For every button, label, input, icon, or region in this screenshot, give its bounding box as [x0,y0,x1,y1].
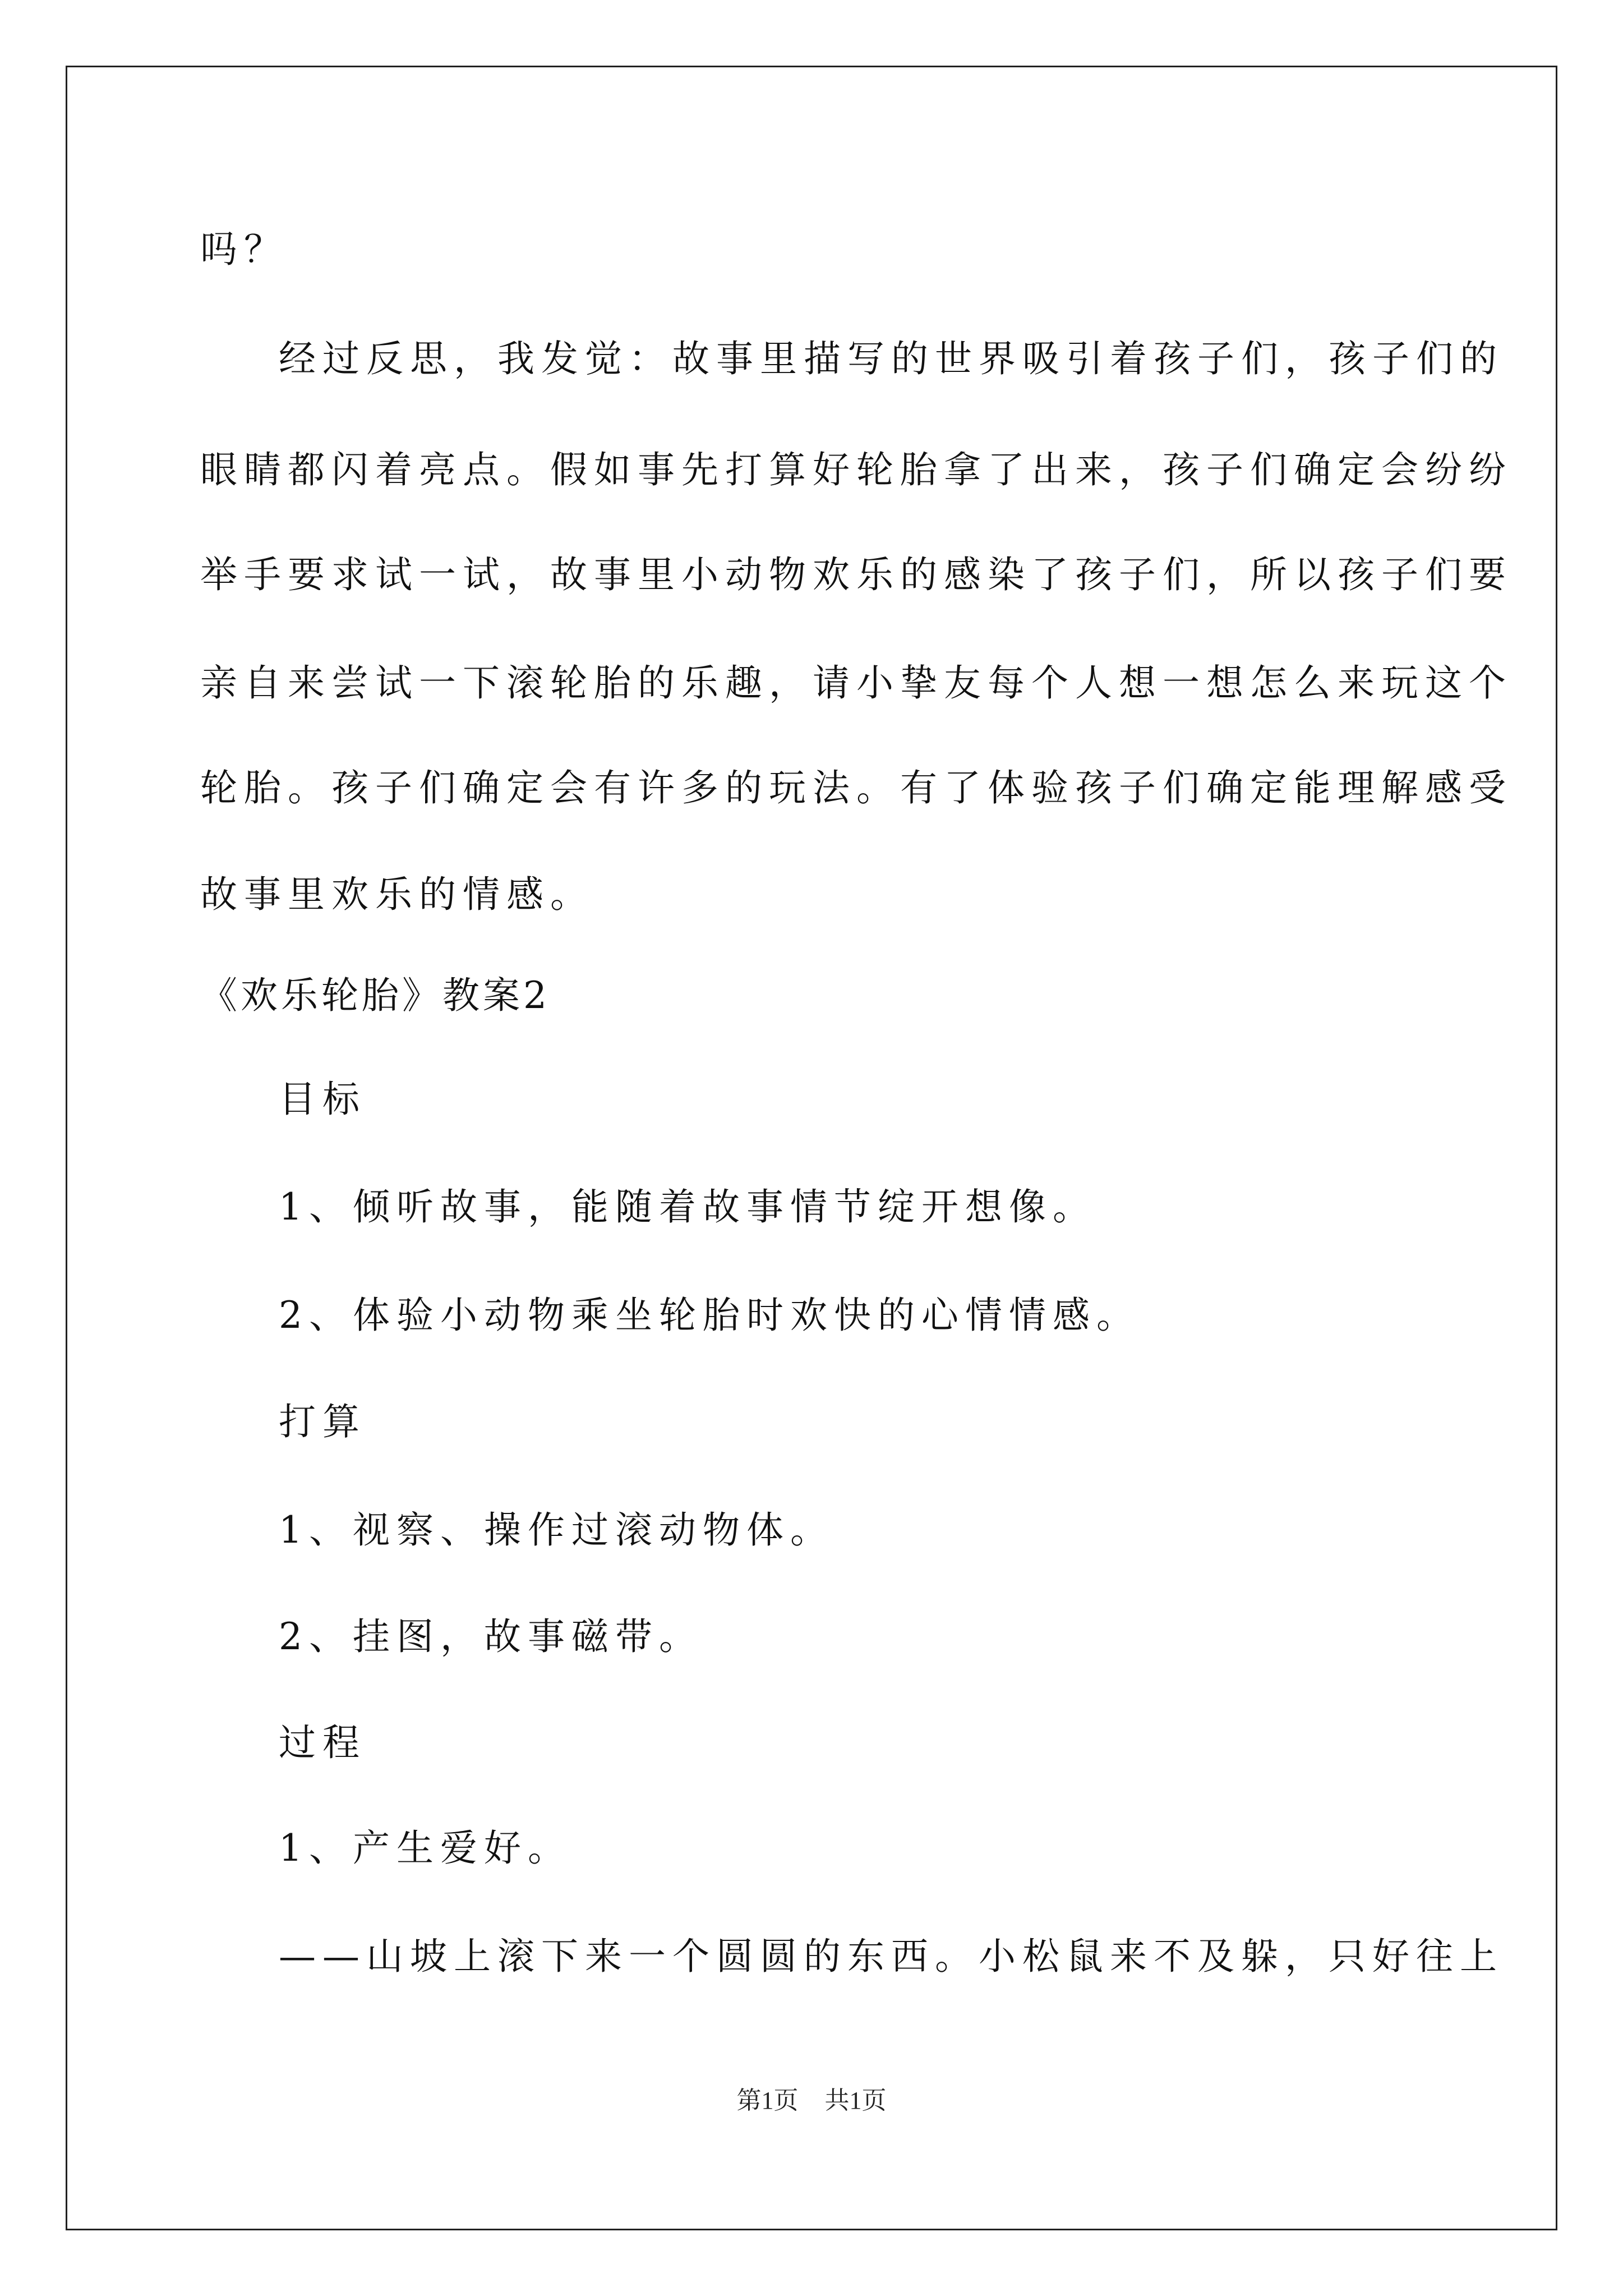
list-item: 1、倾听故事，能随着故事情节绽开想像。 [279,1185,1096,1228]
page-footer [0,2084,1623,2118]
paragraph-line: 经过反思，我发觉：故事里描写的世界吸引着孩子们，孩子们的 [279,337,1504,380]
section-heading: 《欢乐轮胎》教案2 [200,974,550,1017]
list-item: 2、体验小动物乘坐轮胎时欢快的心情情感。 [279,1294,1140,1337]
subheading-prep: 打算 [279,1400,366,1443]
list-item: 1、产生爱好。 [279,1826,571,1870]
list-item: 1、视察、操作过滚动物体。 [279,1508,834,1552]
page-total: 共1页 [824,2087,887,2114]
list-item: 2、挂图，故事磁带。 [279,1615,703,1658]
paragraph-line: 亲自来尝试一下滚轮胎的乐趣，请小挚友每个人想一想怎么来玩这个 [200,661,1513,705]
text-line: 吗？ [200,228,288,271]
subheading-process: 过程 [279,1721,366,1764]
subheading-goal: 目标 [279,1078,366,1121]
paragraph-line: ——山坡上滚下来一个圆圆的东西。小松鼠来不及躲，只好往上 [279,1935,1504,1978]
paragraph-line: 举手要求试一试，故事里小动物欢乐的感染了孩子们，所以孩子们要 [200,553,1513,596]
paragraph-line: 眼睛都闪着亮点。假如事先打算好轮胎拿了出来，孩子们确定会纷纷 [200,448,1513,491]
page-border [66,66,1557,2230]
page-number: 第1页 [736,2087,799,2114]
paragraph-line: 故事里欢乐的情感。 [200,873,594,916]
paragraph-line: 轮胎。孩子们确定会有许多的玩法。有了体验孩子们确定能理解感受 [200,766,1513,809]
